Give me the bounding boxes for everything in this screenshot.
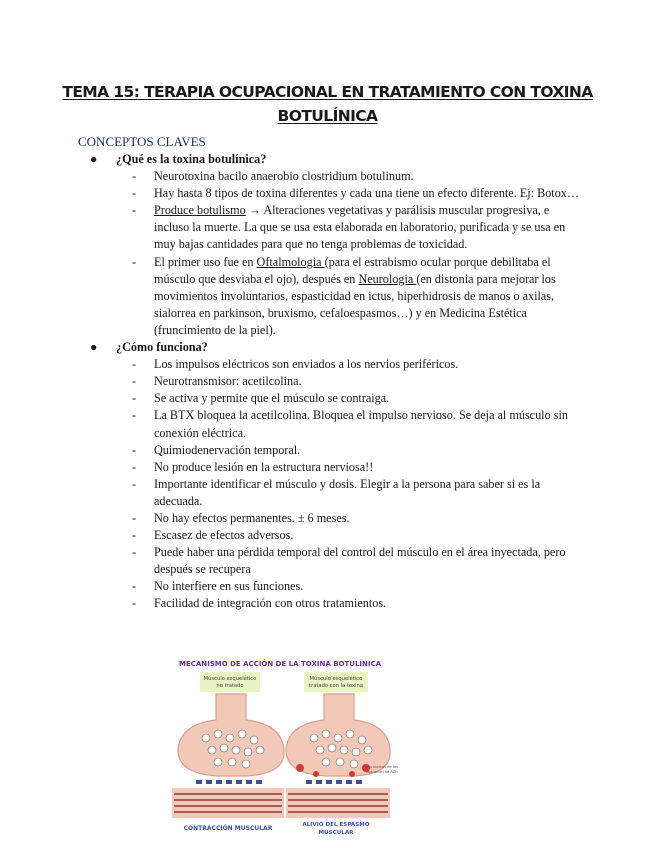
list-item	[88, 356, 583, 373]
item-text: Importante identificar el músculo y dosis. Elegir a la persona para saber si es la adecuada.	[154, 476, 541, 508]
underlined-term: Oftalmologia	[256, 254, 325, 269]
document-body	[88, 151, 583, 613]
dash-icon: -	[132, 579, 137, 594]
item-text: Hay hasta 8 tipos de toxina diferentes y cada una tiene un efecto diferente. Ej: Botox…	[154, 186, 580, 201]
dash-icon: -	[132, 442, 137, 457]
question-what-is	[88, 151, 583, 168]
item-text: Se activa y permite que el músculo se contraiga.	[154, 391, 390, 406]
list-item	[88, 527, 583, 544]
list-item	[88, 510, 583, 527]
list-item	[88, 595, 583, 612]
item-text: El primer uso fue en	[154, 254, 257, 269]
left-caption: CONTRACCIÓN MUSCULAR	[183, 825, 273, 832]
item-text: No produce lesión en la estructura nerviosa!!	[154, 459, 374, 474]
dash-icon: -	[132, 391, 137, 406]
dash-icon: -	[132, 510, 137, 525]
dash-icon: -	[132, 374, 137, 389]
question-how-works	[88, 339, 583, 356]
bullet-icon: ●	[90, 152, 98, 166]
list-item	[88, 168, 583, 185]
right-caption-line1: ALIVIO DEL ESPASMO	[302, 822, 370, 828]
item-text: Los impulsos eléctricos son enviados a los nervios periféricos.	[154, 357, 459, 372]
list-item	[88, 202, 583, 253]
left-label-line2: no tratado	[216, 683, 244, 689]
item-text: Quimiodenervación temporal.	[154, 442, 301, 457]
dash-icon: -	[132, 596, 137, 611]
list-item	[88, 254, 583, 339]
list-item	[88, 185, 583, 202]
left-label-box	[200, 672, 260, 692]
question-text: ¿Cómo funciona?	[116, 340, 208, 355]
section-heading: CONCEPTOS CLAVES	[78, 134, 206, 149]
answer-list	[88, 168, 583, 339]
dash-icon: -	[132, 528, 137, 543]
item-text: La BTX bloquea la acetilcolina. Bloquea el impulso nervioso. Se deja al músculo sin conexión eléctrica.	[154, 408, 568, 440]
item-text: (para el estrabismo ocular porque debilitaba el músculo que desviaba el ojo), después en	[154, 254, 551, 286]
right-label-box	[304, 672, 368, 692]
list-item	[88, 390, 583, 407]
dash-icon: -	[132, 203, 137, 218]
dash-icon: -	[132, 459, 137, 474]
right-label-line2: tratado con la toxina	[309, 683, 363, 689]
list-item	[88, 459, 583, 476]
question-text: ¿Qué es la toxina botulínica?	[116, 152, 267, 166]
dash-icon: -	[132, 408, 137, 423]
right-muscle-fiber	[286, 788, 390, 818]
underlined-term: Produce botulismo	[154, 203, 246, 218]
item-text: No hay efectos permanentes. ± 6 meses.	[154, 510, 350, 525]
diagram-title: MECANISMO DE ACCIÓN DE LA TOXINA BOTULÍNICA	[178, 660, 382, 668]
item-text: Escasez de efectos adversos.	[154, 528, 294, 543]
right-label-line1: Músculo esquelético	[309, 676, 363, 682]
dash-icon: -	[132, 254, 137, 269]
list-item	[88, 476, 583, 510]
item-text: Neurotransmisor: acetilcolina.	[154, 374, 302, 389]
list-item	[88, 407, 583, 441]
list-item	[88, 442, 583, 459]
list-item	[88, 578, 583, 595]
list-item	[88, 373, 583, 390]
dash-icon: -	[132, 169, 137, 184]
dash-icon: -	[132, 476, 137, 491]
item-text: → Alteraciones vegetativas y parálisis muscular progresiva, e incluso la muerte. La que se usa esta elaborada en laboratorio, purificada y se usa en muy bajas cantidades para que no tenga problemas de toxicidad.	[154, 203, 566, 252]
dash-icon: -	[132, 357, 137, 372]
page-title: TEMA 15: TERAPIA OCUPACIONAL EN TRATAMIENTO CON TOXINA BOTULÍNICA	[62, 83, 593, 125]
dash-icon: -	[132, 545, 137, 560]
right-caption-line2: MUSCULAR	[318, 830, 354, 836]
item-text: Puede haber una pérdida temporal del control del músculo en el área inyectada, pero después se recupera	[154, 545, 566, 577]
underlined-term: Neurologia	[358, 271, 417, 286]
item-text: Neurotoxina bacilo anaerobio clostridium botulinum.	[154, 169, 414, 184]
item-text: (en distonia para mejorar los movimientos involuntarios, espasticidad en ictus, hiperhidrosis de manos o axilas, sialorrea en parkinson, bruxismo, cefaloespasmos…) y en Medicina Estética (fruncimiento de la piel).	[154, 271, 556, 337]
toxin-mechanism-diagram	[166, 658, 398, 838]
list-item	[88, 544, 583, 578]
answer-list	[88, 356, 583, 612]
item-text: No interfiere en sus funciones.	[154, 579, 304, 594]
side-note-line2: liberación de ACh	[366, 770, 398, 774]
dash-icon: -	[132, 186, 137, 201]
left-muscle-fiber	[172, 788, 284, 818]
bullet-icon: ●	[90, 340, 98, 355]
left-label-line1: Músculo esquelético	[203, 676, 257, 682]
item-text: Facilidad de integración con otros tratamientos.	[154, 596, 387, 611]
side-note-line1: Los toxinas de las	[366, 765, 398, 769]
